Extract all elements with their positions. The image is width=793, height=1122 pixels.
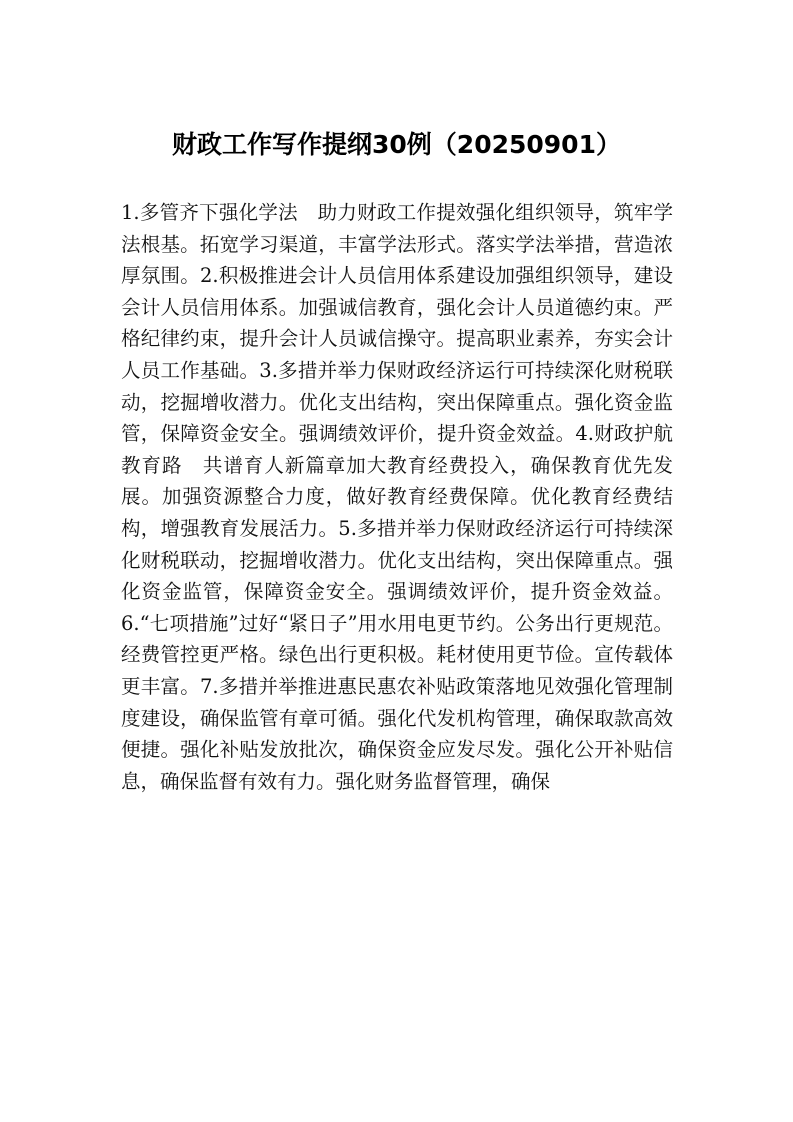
document-title: 财政工作写作提纲30例（20250901） <box>172 130 621 159</box>
document-body: 1.多管齐下强化学法 助力财政工作提效强化组织领导，筑牢学法根基。拓宽学习渠道，丰富学法形式。落实学法举措，营造浓厚氛围。2.积极推进会计人员信用体系建设加强组织领导，建设会计人员信用体系。加强诚信教育，强化会计人员道德约束。严格纪律约束，提升会计人员诚信操守。提高职业素养，夯实会计人员工作基础。3.多措并举力保财政经济运行可持续深化财税联动，挖掘增收潜力。优化支出结构，突出保障重点。强化资金监管，保障资金安全。强调绩效评价，提升资金效益。4.财政护航教育路 共谱育人新篇章加大教育经费投入，确保教育优先发展。加强资源整合力度，做好教育经费保障。优化教育经费结构，增强教育发展活力。5.多措并举力保财政经济运行可持续深化财税联动，挖掘增收潜力。优化支出结构，突出保障重点。强化资金监管，保障资金安全。强调绩效评价，提升资金效益。6.“七项措施”过好“紧日子”用水用电更节约。公务出行更规范。经费管控更严格。绿色出行更积极。耗材使用更节俭。宣传载体更丰富。7.多措并举推进惠民惠农补贴政策落地见效强化管理制度建设，确保监管有章可循。强化代发机构管理，确保取款高效便捷。强化补贴发放批次，确保资金应发尽发。强化公开补贴信息，确保监督有效有力。强化财务监督管理，确保 <box>121 201 673 793</box>
